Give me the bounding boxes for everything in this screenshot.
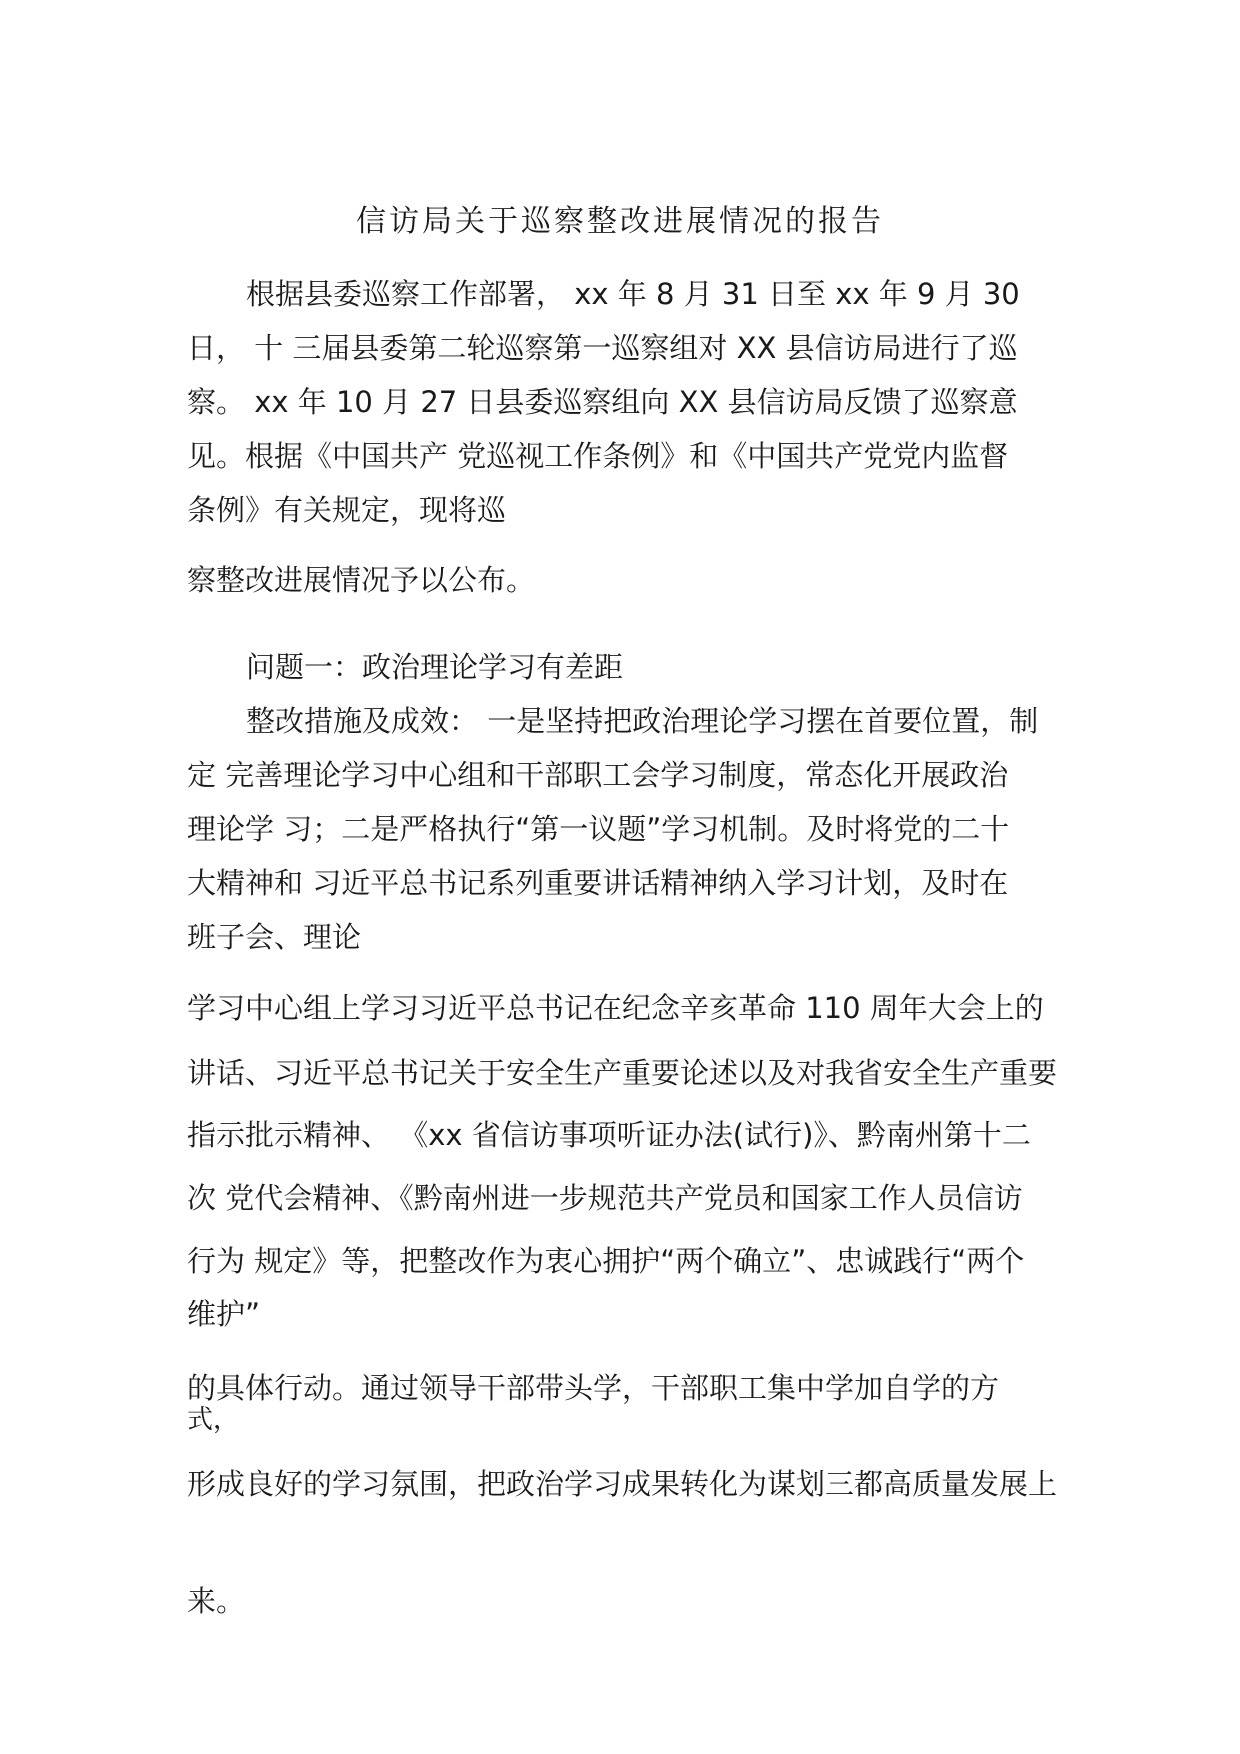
paragraph-2-line: 形成良好的学习氛围，把政治学习成果转化为谋划三都高质量发展上 — [187, 1467, 1058, 1501]
paragraph-2-line: 定 完善理论学习中心组和干部职工会学习制度，常态化开展政治 — [187, 758, 1009, 792]
paragraph-1-line: 察整改进展情况予以公布。 — [187, 563, 536, 597]
paragraph-2-line: 班子会、理论 — [187, 920, 362, 954]
paragraph-2-line: 学习中心组上学习习近平总书记在纪念辛亥革命 110 周年大会上的 — [187, 991, 1044, 1025]
paragraph-2-line: 指示批示精神、 《xx 省信访事项听证办法(试行)》、黔南州第十二 — [187, 1118, 1031, 1152]
document-title: 信访局关于巡察整改进展情况的报告 — [356, 204, 884, 239]
paragraph-1-line: 察。 xx 年 10 月 27 日县委巡察组向 XX 县信访局反馈了巡察意 — [187, 385, 1018, 419]
paragraph-2-line: 讲话、习近平总书记关于安全生产重要论述以及对我省安全生产重要 — [187, 1056, 1058, 1090]
paragraph-2-line: 行为 规定》等，把整改作为衷心拥护“两个确立”、忠诚践行“两个 — [187, 1244, 1025, 1278]
paragraph-2-line: 来。 — [187, 1584, 246, 1618]
paragraph-1-line: 见。根据《中国共产 党巡视工作条例》和《中国共产党党内监督 — [187, 439, 1009, 473]
paragraph-1-line: 根据县委巡察工作部署， xx 年 8 月 31 日至 xx 年 9 月 30 — [246, 277, 1020, 311]
paragraph-2-line: 维护” — [187, 1297, 261, 1331]
paragraph-1-line: 日， 十 三届县委第二轮巡察第一巡察组对 XX 县信访局进行了巡 — [187, 331, 1018, 365]
paragraph-2-line: 的具体行动。通过领导干部带头学，干部职工集中学加自学的方 — [187, 1371, 1000, 1405]
paragraph-1-line: 条例》有关规定，现将巡 — [187, 493, 507, 527]
paragraph-2-line: 次 党代会精神、《黔南州进一步规范共产党员和国家工作人员信访 — [187, 1181, 1023, 1215]
paragraph-2-line: 理论学 习；二是严格执行“第一议题”学习机制。及时将党的二十 — [187, 812, 1010, 846]
paragraph-2-line: 整改措施及成效： 一是坚持把政治理论学习摆在首要位置，制 — [246, 704, 1039, 738]
paragraph-2-line: 大精神和 习近平总书记系列重要讲话精神纳入学习计划，及时在 — [187, 866, 1009, 900]
paragraph-2-line: 式， — [187, 1405, 240, 1435]
problem-1-heading: 问题一：政治理论学习有差距 — [246, 650, 624, 684]
